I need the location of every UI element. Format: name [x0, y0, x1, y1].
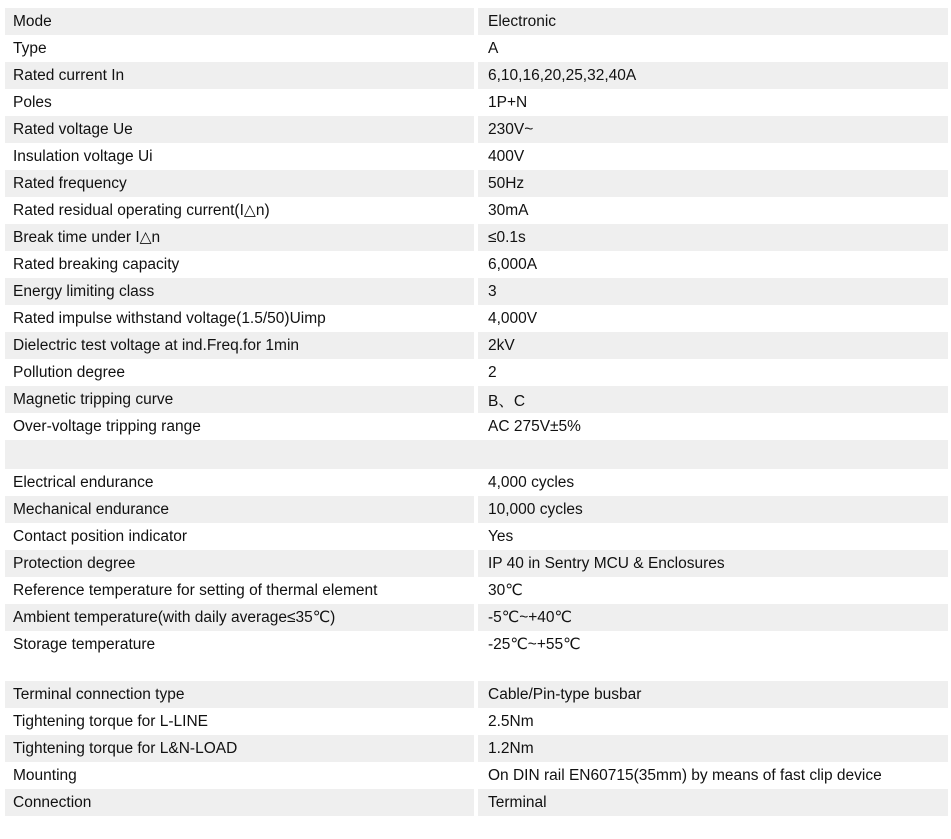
spec-row — [5, 278, 948, 305]
spec-value: 6,000A — [488, 255, 538, 273]
spec-label: Type — [13, 39, 47, 57]
spec-row — [5, 577, 948, 604]
spec-label: Pollution degree — [13, 363, 126, 381]
spec-row — [5, 469, 948, 496]
spec-value: 30mA — [488, 201, 529, 219]
spec-value: A — [488, 39, 499, 57]
spec-row — [5, 496, 948, 523]
spec-value: 2kV — [488, 336, 515, 354]
spec-row — [5, 62, 948, 89]
spec-value: Electronic — [488, 12, 557, 30]
spec-value: -25℃~+55℃ — [488, 636, 581, 653]
spec-value: IP 40 in Sentry MCU & Enclosures — [488, 554, 725, 572]
spec-value: On DIN rail EN60715(35mm) by means of fast clip device — [488, 766, 882, 784]
spec-value: AC 275V±5% — [488, 417, 581, 435]
spec-value: 230V~ — [488, 120, 534, 138]
spec-value: 50Hz — [488, 174, 525, 192]
spec-label: Electrical endurance — [13, 473, 154, 491]
spec-label: Insulation voltage Ui — [13, 147, 153, 165]
spec-row — [5, 789, 948, 816]
spec-value: 2 — [488, 363, 497, 381]
spec-label: Tightening torque for L-LINE — [13, 712, 209, 730]
spec-row — [5, 224, 948, 251]
spec-label: Ambient temperature(with daily average≤35℃) — [13, 609, 336, 626]
spec-label: Protection degree — [13, 554, 136, 572]
spec-label: Mounting — [13, 766, 77, 784]
spec-row — [5, 708, 948, 735]
spec-row — [5, 523, 948, 550]
spec-value: B、C — [488, 392, 526, 410]
spec-label: Connection — [13, 793, 92, 811]
spec-label: Storage temperature — [13, 635, 156, 653]
spec-value: 400V — [488, 147, 525, 165]
spec-row — [5, 197, 948, 224]
spec-value: -5℃~+40℃ — [488, 609, 572, 626]
spec-value: 4,000 cycles — [488, 473, 575, 491]
spec-label: Tightening torque for L&N-LOAD — [13, 739, 238, 757]
spec-value: 10,000 cycles — [488, 500, 583, 518]
spec-row — [5, 89, 948, 116]
spec-row — [5, 631, 948, 658]
spec-label: Dielectric test voltage at ind.Freq.for 1min — [13, 336, 300, 354]
section-spacer — [5, 658, 948, 681]
spec-row — [5, 735, 948, 762]
spec-row — [5, 332, 948, 359]
spec-label: Rated voltage Ue — [13, 120, 133, 138]
spec-label: Rated breaking capacity — [13, 255, 180, 273]
spec-row — [5, 386, 948, 413]
spec-label: Rated frequency — [13, 174, 127, 192]
spec-label: Rated residual operating current(I△n) — [13, 202, 270, 219]
spec-row — [5, 8, 948, 35]
spec-label: Mode — [13, 12, 52, 30]
spec-value: 1.2Nm — [488, 739, 534, 757]
spec-row — [5, 681, 948, 708]
spec-row — [5, 359, 948, 386]
spec-value: 4,000V — [488, 309, 538, 327]
spec-row — [5, 305, 948, 332]
spec-row — [5, 170, 948, 197]
spec-value: 6,10,16,20,25,32,40A — [488, 66, 637, 84]
spec-label: Contact position indicator — [13, 527, 188, 545]
spec-row — [5, 116, 948, 143]
spec-label: Terminal connection type — [13, 685, 185, 703]
spec-row — [5, 604, 948, 631]
spec-row — [5, 550, 948, 577]
spec-row — [5, 413, 948, 440]
spec-row — [5, 251, 948, 278]
spec-value: ≤0.1s — [488, 228, 526, 246]
spec-table — [5, 8, 948, 816]
spec-label: Mechanical endurance — [13, 500, 169, 518]
spec-label: Reference temperature for setting of thermal element — [13, 581, 378, 599]
spec-row — [5, 35, 948, 62]
spec-value: 1P+N — [488, 93, 528, 111]
spec-row — [5, 143, 948, 170]
spec-label: Over-voltage tripping range — [13, 417, 201, 435]
spec-value: 2.5Nm — [488, 712, 534, 730]
spec-value: Terminal — [488, 793, 547, 811]
spec-value: Yes — [488, 527, 514, 545]
spec-value: 3 — [488, 282, 497, 300]
spec-label: Poles — [13, 93, 52, 111]
spec-label: Break time under I△n — [13, 229, 161, 246]
spec-label: Rated impulse withstand voltage(1.5/50)Uimp — [13, 309, 326, 327]
spec-label: Magnetic tripping curve — [13, 390, 174, 408]
spec-value: Cable/Pin-type busbar — [488, 685, 642, 703]
section-spacer — [5, 440, 948, 469]
spec-label: Rated current In — [13, 66, 125, 84]
spec-row — [5, 762, 948, 789]
spec-label: Energy limiting class — [13, 282, 155, 300]
spec-value: 30℃ — [488, 582, 523, 599]
